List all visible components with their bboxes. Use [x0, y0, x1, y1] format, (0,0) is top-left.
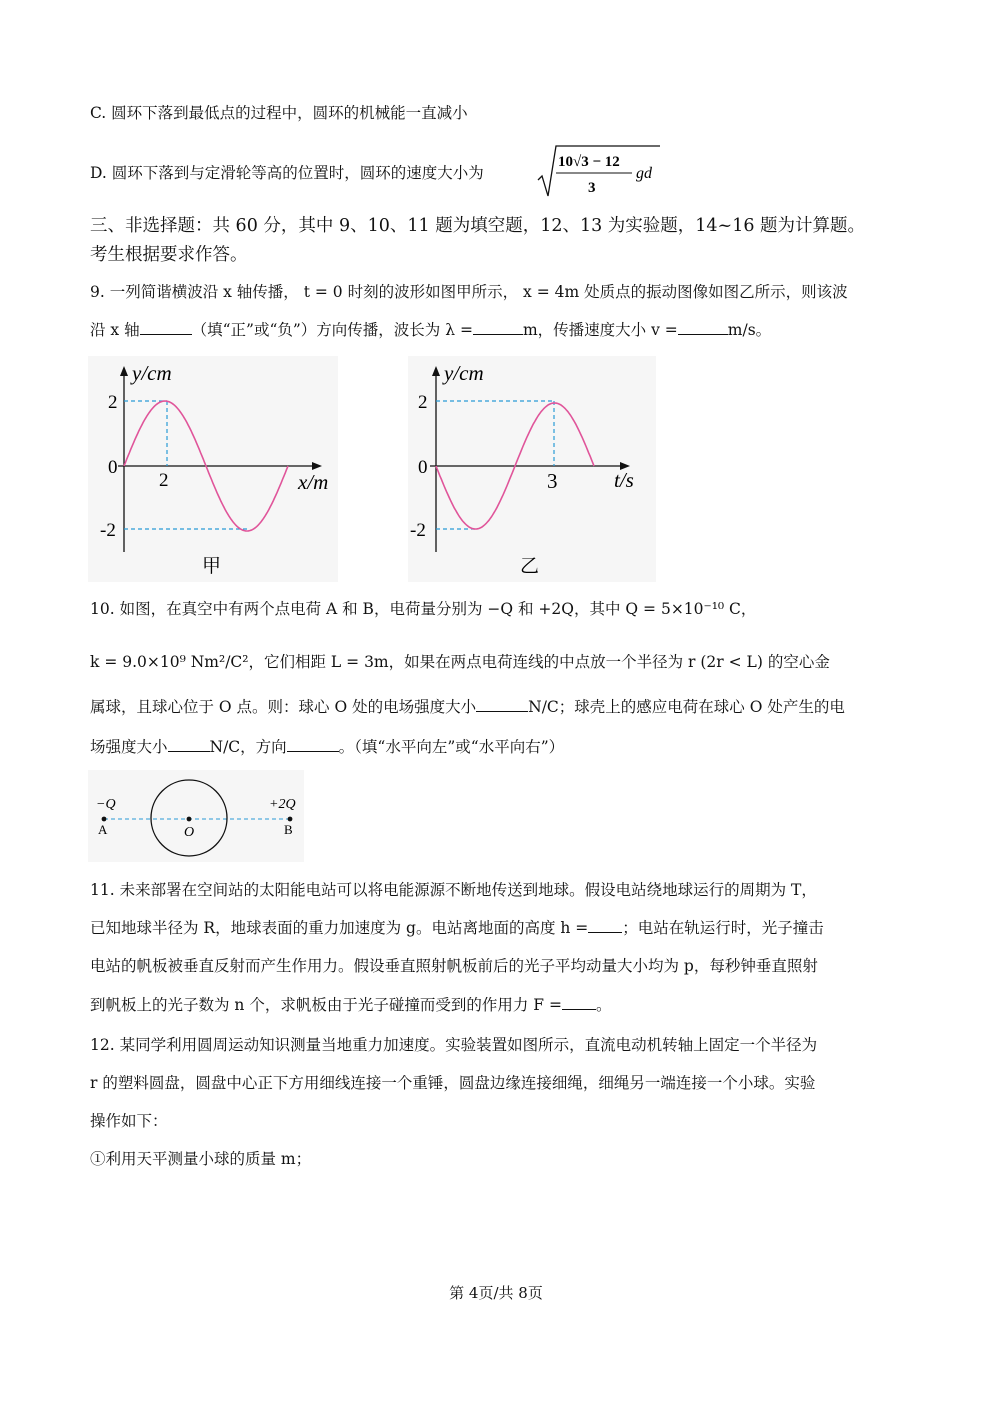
q9-line1: 9. 一列简谐横波沿 x 轴传播， t = 0 时刻的波形如图甲所示， x = 4m 处质点的振动图像如图乙所示，则该波 — [90, 283, 848, 301]
option-c: C. 圆环下落到最低点的过程中，圆环的机械能一直减小 — [90, 104, 468, 122]
q10-line4 — [90, 736, 564, 758]
charge-a-dot — [102, 817, 107, 822]
q11-line4 — [90, 994, 611, 1016]
q11-text-d: 。 — [595, 996, 612, 1014]
sqrt-formula — [536, 144, 666, 200]
y-tick-0: 0 — [108, 457, 118, 478]
answer-blank[interactable] — [287, 737, 339, 752]
q11-line3: 电站的帆板被垂直反射而产生作用力。假设垂直照射帆板前后的光子平均动量大小均为 p，每秒钟垂直照射 — [90, 957, 818, 975]
wave-graph-jia — [88, 356, 338, 582]
answer-blank[interactable] — [140, 320, 192, 335]
formula-denominator: 3 — [588, 180, 596, 196]
q10-text-a: 属球，且球心位于 O 点。则：球心 O 处的电场强度大小 — [90, 698, 477, 716]
y-tick-2: 2 — [418, 392, 428, 413]
charge-b-value: +2Q — [269, 797, 296, 812]
q10-text-d: N/C，方向 — [209, 738, 287, 756]
answer-blank[interactable] — [476, 697, 528, 712]
x-tick-2: 2 — [159, 470, 169, 491]
q11-text-b: ；电站在轨运行时，光子撞击 — [622, 919, 824, 937]
charge-a-label: A — [98, 822, 108, 837]
q11-text-c: 到帆板上的光子数为 n 个，求帆板由于光子碰撞而受到的作用力 F = — [90, 996, 562, 1014]
answer-blank[interactable] — [562, 995, 596, 1010]
figure-caption: 乙 — [520, 556, 540, 577]
q10-text-b: N/C；球壳上的感应电荷在球心 O 处产生的电 — [528, 698, 845, 716]
y-tick-2: 2 — [108, 392, 118, 413]
charge-b-label: B — [284, 822, 293, 837]
y-tick-0: 0 — [418, 457, 428, 478]
q10-line1: 10. 如图，在真空中有两个点电荷 A 和 B，电荷量分别为 −Q 和 +2Q，其中 Q = 5×10⁻¹⁰ C， — [90, 600, 757, 618]
x-axis-label: x/m — [298, 470, 329, 494]
q10-text-c: 场强度大小 — [90, 738, 168, 756]
q10-line3 — [90, 696, 845, 718]
q12-line2: r 的塑料圆盘，圆盘中心正下方用细线连接一个重锤，圆盘边缘连接细绳，细绳另一端连接一个小球。实验 — [90, 1074, 816, 1092]
formula-suffix: gd — [636, 165, 652, 182]
y-tick-neg2: -2 — [100, 520, 116, 541]
q12-line3: 操作如下： — [90, 1112, 168, 1130]
page-footer: 第 4页/共 8页 — [449, 1284, 543, 1302]
charge-b-dot — [288, 817, 293, 822]
q9-line2 — [90, 319, 771, 341]
q10-line2: k = 9.0×10⁹ Nm²/C²，它们相距 L = 3m，如果在两点电荷连线的中点放一个半径为 r (2r < L) 的空心金 — [90, 653, 830, 671]
answer-blank[interactable] — [473, 320, 523, 335]
t-tick-3: 3 — [547, 469, 558, 493]
q9-text-c: m，传播速度大小 v = — [522, 321, 678, 339]
q9-text-a: 沿 x 轴 — [90, 321, 140, 339]
q9-text-d: m/s。 — [727, 321, 772, 339]
q9-text-b: （填“正”或“负”）方向传播，波长为 λ = — [191, 321, 473, 339]
vibration-graph-yi — [408, 356, 656, 582]
y-axis-label: y/cm — [444, 361, 484, 385]
figure-caption: 甲 — [202, 556, 222, 577]
q12-line1: 12. 某同学利用圆周运动知识测量当地重力加速度。实验装置如图所示，直流电动机转轴上固定一个半径为 — [90, 1036, 818, 1054]
charges-sphere-diagram — [88, 770, 304, 862]
q11-text-a: 已知地球半径为 R，地球表面的重力加速度为 g。电站离地面的高度 h = — [90, 919, 589, 937]
t-axis-label: t/s — [614, 468, 634, 492]
charge-a-value: −Q — [96, 797, 116, 812]
q11-line2 — [90, 917, 824, 939]
answer-blank[interactable] — [678, 320, 728, 335]
center-o-label: O — [184, 825, 195, 840]
section-heading: 三、非选择题：共 60 分，其中 9、10、11 题为填空题，12、13 为实验题，14~16 题为计算题。 — [90, 216, 866, 236]
option-d-text: D. 圆环下落到与定滑轮等高的位置时，圆环的速度大小为 — [90, 164, 484, 182]
formula-numerator: 10√3 − 12 — [558, 154, 620, 170]
answer-blank[interactable] — [588, 918, 622, 933]
q11-line1: 11. 未来部署在空间站的太阳能电站可以将电能源源不断地传送到地球。假设电站绕地球运行的周期为 T， — [90, 881, 817, 899]
y-axis-label: y/cm — [132, 361, 172, 385]
answer-blank[interactable] — [168, 737, 210, 752]
q12-line4: ①利用天平测量小球的质量 m； — [90, 1150, 312, 1168]
section-heading-2: 考生根据要求作答。 — [90, 245, 248, 265]
center-o-dot — [187, 817, 192, 822]
q10-text-e: 。（填“水平向左”或“水平向右”） — [338, 738, 565, 756]
y-tick-neg2: -2 — [410, 520, 426, 541]
